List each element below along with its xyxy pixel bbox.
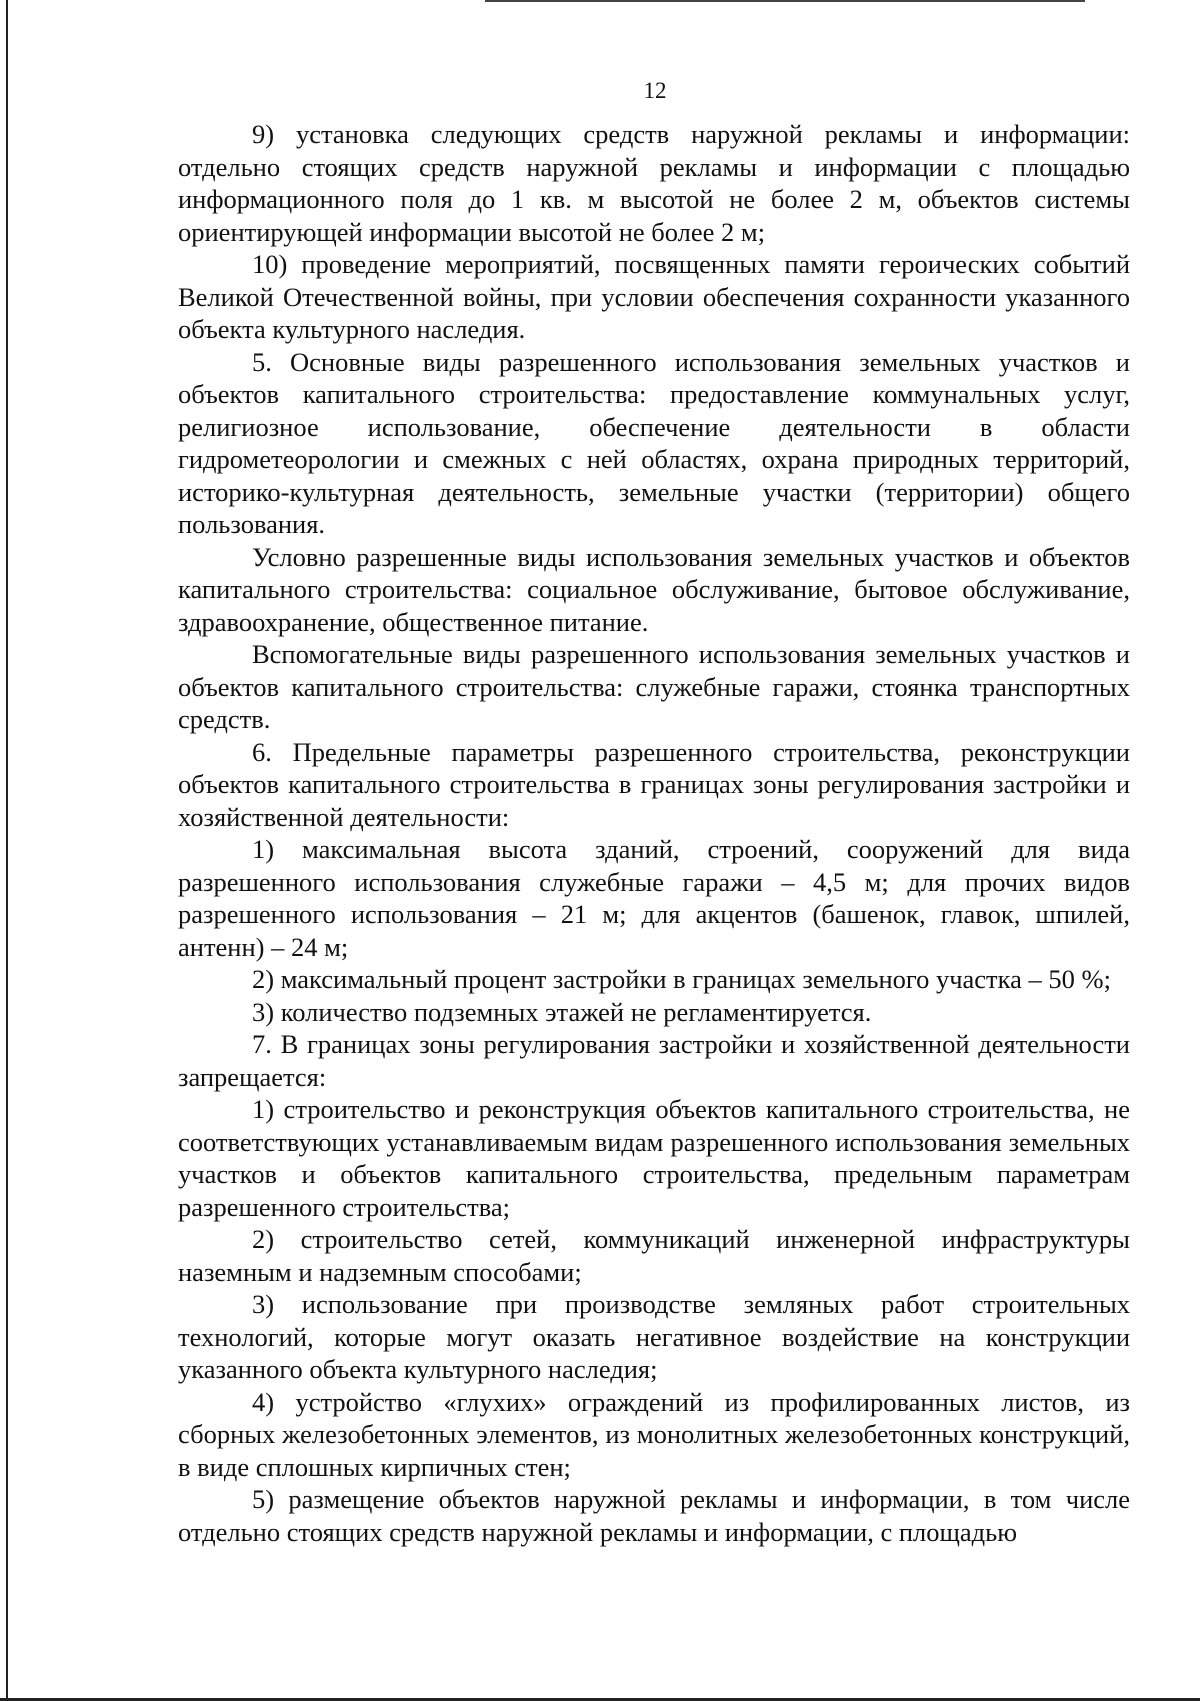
paragraph-section-5: 5. Основные виды разрешенного использования земельных участков и объектов капитального строительства: предоставление коммунальных услуг, религиозное использование, обеспечение деятельности в области гидрометеорологии и смежных с ней областях, охрана природных территорий, историко-культурная деятельность, земельные участки (территории) общего пользования. [178,346,1130,539]
paragraph-section-6: 6. Предельные параметры разрешенного строительства, реконструкции объектов капитального строительства в границах зоны регулирования застройки и хозяйственной деятельности: [178,736,1130,832]
paragraph-auxiliary-uses: Вспомогательные виды разрешенного использования земельных участков и объектов капитального строительства: служебные гаражи, стоянка транспортных средств. [178,639,1130,734]
paragraph-prohibition-1: 1) строительство и реконструкция объектов капитального строительства, не соответствующих устанавливаемым видам разрешенного использования земельных участков и объектов капитального строительства, предельным параметрам разрешенного строительства; [178,1094,1130,1222]
paragraph-conditional-uses: Условно разрешенные виды использования земельных участков и объектов капитального строительства: социальное обслуживание, бытовое обслуживание, здравоохранение, общественное питание. [178,541,1130,637]
paragraph-prohibition-2: 2) строительство сетей, коммуникаций инженерной инфраструктуры наземным и надземным способами; [178,1224,1130,1287]
scan-border-top [485,0,1085,2]
paragraph-limit-1: 1) максимальная высота зданий, строений, сооружений для вида разрешенного использования служебные гаражи – 4,5 м; для прочих видов разрешенного использования – 21 м; для акцентов (башенок, главок, шпилей, антенн) – 24 м; [178,834,1130,962]
document-body [178,118,1130,1548]
paragraph-item-9: 9) установка следующих средств наружной рекламы и информации: отдельно стоящих средств наружной рекламы и информации с площадью информационного поля до 1 кв. м высотой не более 2 м, объектов системы ориентирующей информации высотой не более 2 м; [178,119,1130,247]
paragraph-prohibition-4: 4) устройство «глухих» ограждений из профилированных листов, из сборных железобетонных элементов, из монолитных железобетонных конструкций, в виде сплошных кирпичных стен; [178,1386,1130,1482]
paragraph-prohibition-3: 3) использование при производстве земляных работ строительных технологий, которые могут оказать негативное воздействие на конструкции указанного объекта культурного наследия; [178,1289,1130,1384]
page-number: 12 [643,78,667,103]
scan-border-left [6,0,8,1701]
paragraph-item-10: 10) проведение мероприятий, посвященных памяти героических событий Великой Отечественной войны, при условии обеспечения сохранности указанного объекта культурного наследия. [178,249,1130,344]
paragraph-limit-3: 3) количество подземных этажей не регламентируется. [252,996,872,1027]
paragraph-section-7: 7. В границах зоны регулирования застройки и хозяйственной деятельности запрещается: [178,1029,1130,1092]
paragraph-limit-2: 2) максимальный процент застройки в границах земельного участка – 50 %; [252,964,1111,994]
paragraph-prohibition-5: 5) размещение объектов наружной рекламы и информации, в том числе отдельно стоящих средств наружной рекламы и информации, с площадью [178,1484,1130,1547]
